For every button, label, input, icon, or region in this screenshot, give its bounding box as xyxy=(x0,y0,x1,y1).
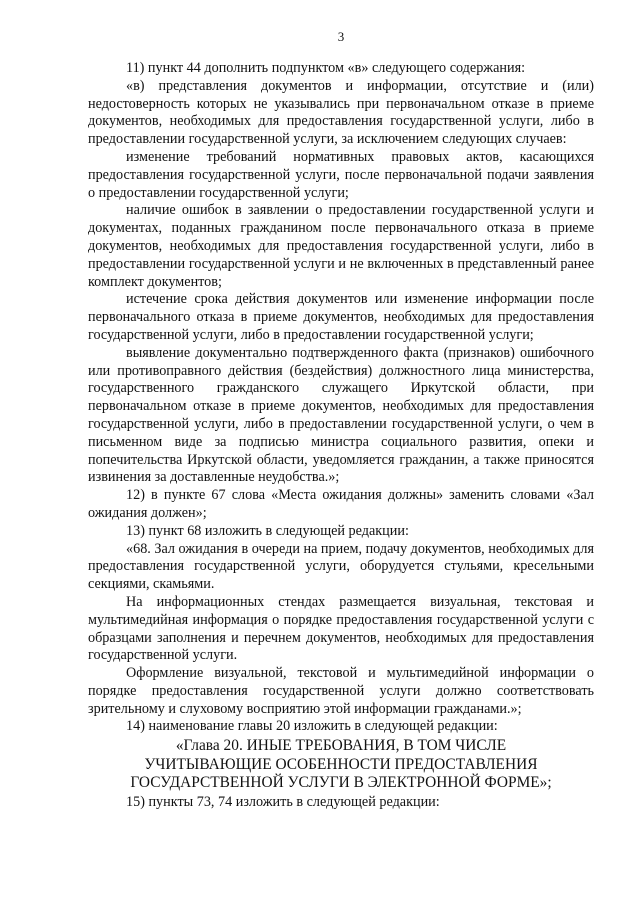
chapter-heading-line-3: ГОСУДАРСТВЕННОЙ УСЛУГИ В ЭЛЕКТРОННОЙ ФОРМЕ»; xyxy=(130,774,552,792)
chapter-heading-line-1: «Глава 20. ИНЫЕ ТРЕБОВАНИЯ, В ТОМ ЧИСЛЕ xyxy=(175,737,507,755)
item-11-intro: 11) пункт 44 дополнить подпунктом «в» следующего содержания: xyxy=(126,60,526,76)
chapter-20-heading xyxy=(88,737,594,793)
subitem-v-text: «в) представления документов и информации, отсутствие и (или) недостоверность которых не указывались при первоначальном отказе в приеме документов, необходимых для предоставления государственной услуги, либо в предоставлении государственной услуги, за исключением следующих случаев: xyxy=(88,77,594,148)
exception-official-misconduct: выявление документально подтвержденного факта (признаков) ошибочного или противоправного действия (бездействия) должностного лица министерства, государственного гражданского служащего Иркутской области, при первоначальном отказе в приеме документов, необходимых для предоставления государственной услуги, либо в предоставлении государственной услуги, о чем в письменном виде за подписью министра социального развития, опеки и попечительства Иркутской области, уведомляется гражданин, а также приносятся извинения за доставленные неудобства.»; xyxy=(88,344,594,486)
exception-application-errors: наличие ошибок в заявлении о предоставлении государственной услуги и документах, поданных гражданином после первоначального отказа в приеме документов, необходимых для предоставления государственной услуги, либо в предоставлении государственной услуги и не включенных в представленный ранее комплект документов; xyxy=(88,202,594,290)
item-12-text: 12) в пункте 67 слова «Места ожидания должны» заменить словами «Зал ожидания должен»; xyxy=(88,487,594,521)
info-design-text: Оформление визуальной, текстовой и мультимедийной информации о порядке предоставления государственной услуги должно соответствовать зрительному и слуховому восприятию этой информации гражданами.»; xyxy=(88,665,594,717)
document-page xyxy=(88,28,594,812)
exception-documents-expired: истечение срока действия документов или изменение информации после первоначального отказа в приеме документов, необходимых для предоставления государственной услуги, либо в предоставлении государственной услуги; xyxy=(88,291,594,343)
point-68-text: «68. Зал ожидания в очереди на прием, подачу документов, необходимых для предоставления государственной услуги, оборудуется стульями, кресельными секциями, скамьями. xyxy=(88,540,594,593)
item-15-intro: 15) пункты 73, 74 изложить в следующей редакции: xyxy=(126,794,440,811)
chapter-heading-line-2: УЧИТЫВАЮЩИЕ ОСОБЕННОСТИ ПРЕДОСТАВЛЕНИЯ xyxy=(144,755,538,773)
exception-requirements-change: изменение требований нормативных правовых актов, касающихся предоставления государственной услуги, после первоначальной подачи заявления о предоставлении государственной услуги; xyxy=(88,148,594,201)
item-14-intro: 14) наименование главы 20 изложить в следующей редакции: xyxy=(126,718,498,735)
info-stands-text: На информационных стендах размещается визуальная, текстовая и мультимедийная информация о порядке предоставления государственной услуги с образцами заполнения и перечнем документов, необходимых для предоставления государственной услуги. xyxy=(88,593,594,664)
page-number: 3 xyxy=(337,29,345,44)
item-13-intro: 13) пункт 68 изложить в следующей редакции: xyxy=(126,522,409,539)
